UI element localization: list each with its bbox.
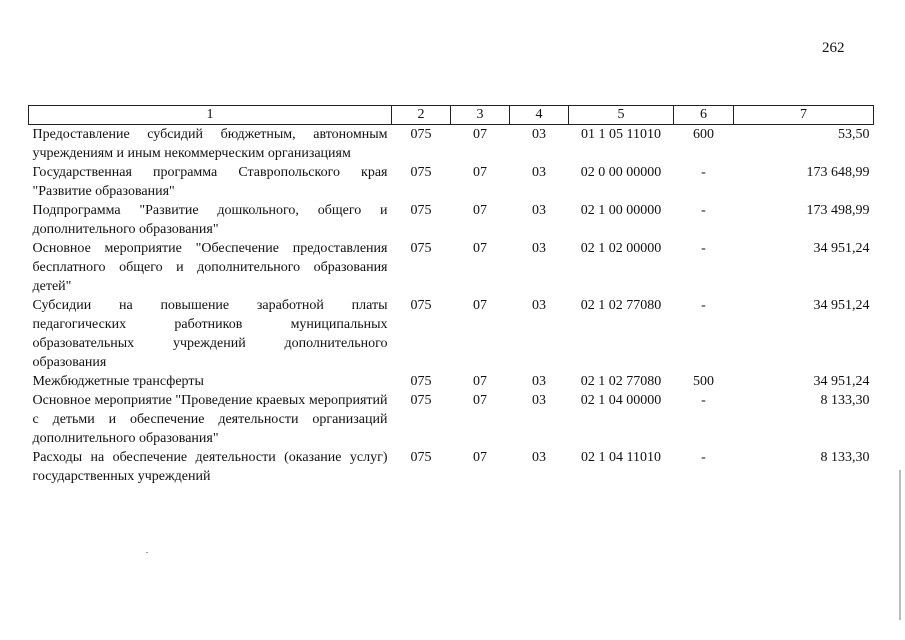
- row-code: 075: [410, 165, 432, 180]
- row-name: Подпрограмма "Развитие дошкольного, общего и дополнительного образования": [32, 203, 388, 237]
- table-row: [29, 372, 874, 391]
- row-target-article: 02 1 04 00000: [580, 393, 662, 408]
- row-code: 075: [410, 241, 432, 256]
- row-name: Расходы на обеспечение деятельности (оказание услуг) государственных учреждений: [32, 450, 388, 484]
- row-name: Межбюджетные трансферты: [32, 374, 204, 389]
- row-amount: 173 498,99: [806, 203, 870, 218]
- row-expense-type: -: [701, 241, 706, 256]
- column-header: 6: [674, 106, 734, 125]
- column-header: 1: [29, 106, 392, 125]
- row-expense-type: -: [701, 393, 706, 408]
- row-target-article: 02 1 02 00000: [580, 241, 662, 256]
- row-section: 07: [473, 241, 487, 256]
- budget-table: [28, 105, 874, 486]
- row-subsection: 03: [532, 298, 546, 313]
- row-amount: 8 133,30: [820, 450, 870, 465]
- row-target-article: 02 1 02 77080: [580, 374, 662, 389]
- table-row: [29, 448, 874, 486]
- scan-speck: [146, 552, 148, 553]
- row-name: Основное мероприятие "Обеспечение предоставления бесплатного общего и дополнительного образования детей": [32, 241, 388, 294]
- row-expense-type: -: [701, 298, 706, 313]
- row-name: Субсидии на повышение заработной платы педагогических работников муниципальных образовательных учреждений дополнительного образования: [32, 298, 388, 370]
- row-name: Предоставление субсидий бюджетным, автономным учреждениям и иным некоммерческим организациям: [32, 127, 388, 161]
- table-header-row: [29, 106, 874, 125]
- table-row: [29, 239, 874, 296]
- row-subsection: 03: [532, 450, 546, 465]
- row-amount: 53,50: [838, 127, 870, 142]
- scan-edge-mark: [899, 470, 901, 620]
- column-header: 7: [734, 106, 874, 125]
- row-section: 07: [473, 374, 487, 389]
- row-amount: 8 133,30: [820, 393, 870, 408]
- column-header: 5: [569, 106, 674, 125]
- row-expense-type: 600: [693, 127, 714, 142]
- row-target-article: 02 0 00 00000: [580, 165, 662, 180]
- column-header: 4: [510, 106, 569, 125]
- row-code: 075: [410, 450, 432, 465]
- row-expense-type: 500: [693, 374, 714, 389]
- column-header: 2: [392, 106, 451, 125]
- row-name: Основное мероприятие "Проведение краевых мероприятий с детьми и обеспечение деятельности организаций дополнительного образования": [32, 393, 388, 446]
- row-amount: 34 951,24: [813, 241, 870, 256]
- table-row: [29, 125, 874, 164]
- row-target-article: 02 1 02 77080: [580, 298, 662, 313]
- table-row: [29, 201, 874, 239]
- row-target-article: 02 1 04 11010: [581, 450, 661, 465]
- row-expense-type: -: [701, 165, 706, 180]
- row-subsection: 03: [532, 241, 546, 256]
- table-row: [29, 163, 874, 201]
- row-section: 07: [473, 165, 487, 180]
- row-subsection: 03: [532, 165, 546, 180]
- row-amount: 34 951,24: [813, 374, 870, 389]
- row-subsection: 03: [532, 393, 546, 408]
- row-subsection: 03: [532, 203, 546, 218]
- row-target-article: 02 1 00 00000: [580, 203, 662, 218]
- row-code: 075: [410, 393, 432, 408]
- row-subsection: 03: [532, 127, 546, 142]
- row-amount: 173 648,99: [806, 165, 870, 180]
- row-code: 075: [410, 203, 432, 218]
- table-row: [29, 296, 874, 372]
- row-section: 07: [473, 298, 487, 313]
- row-section: 07: [473, 127, 487, 142]
- table-row: [29, 391, 874, 448]
- row-amount: 34 951,24: [813, 298, 870, 313]
- row-section: 07: [473, 203, 487, 218]
- row-subsection: 03: [532, 374, 546, 389]
- row-section: 07: [473, 450, 487, 465]
- row-code: 075: [410, 127, 432, 142]
- row-name: Государственная программа Ставропольского края "Развитие образования": [32, 165, 388, 199]
- column-header: 3: [451, 106, 510, 125]
- row-target-article: 01 1 05 11010: [581, 127, 661, 142]
- row-expense-type: -: [701, 203, 706, 218]
- row-code: 075: [410, 374, 432, 389]
- row-expense-type: -: [701, 450, 706, 465]
- row-code: 075: [410, 298, 432, 313]
- row-section: 07: [473, 393, 487, 408]
- page-number: 262: [822, 40, 845, 56]
